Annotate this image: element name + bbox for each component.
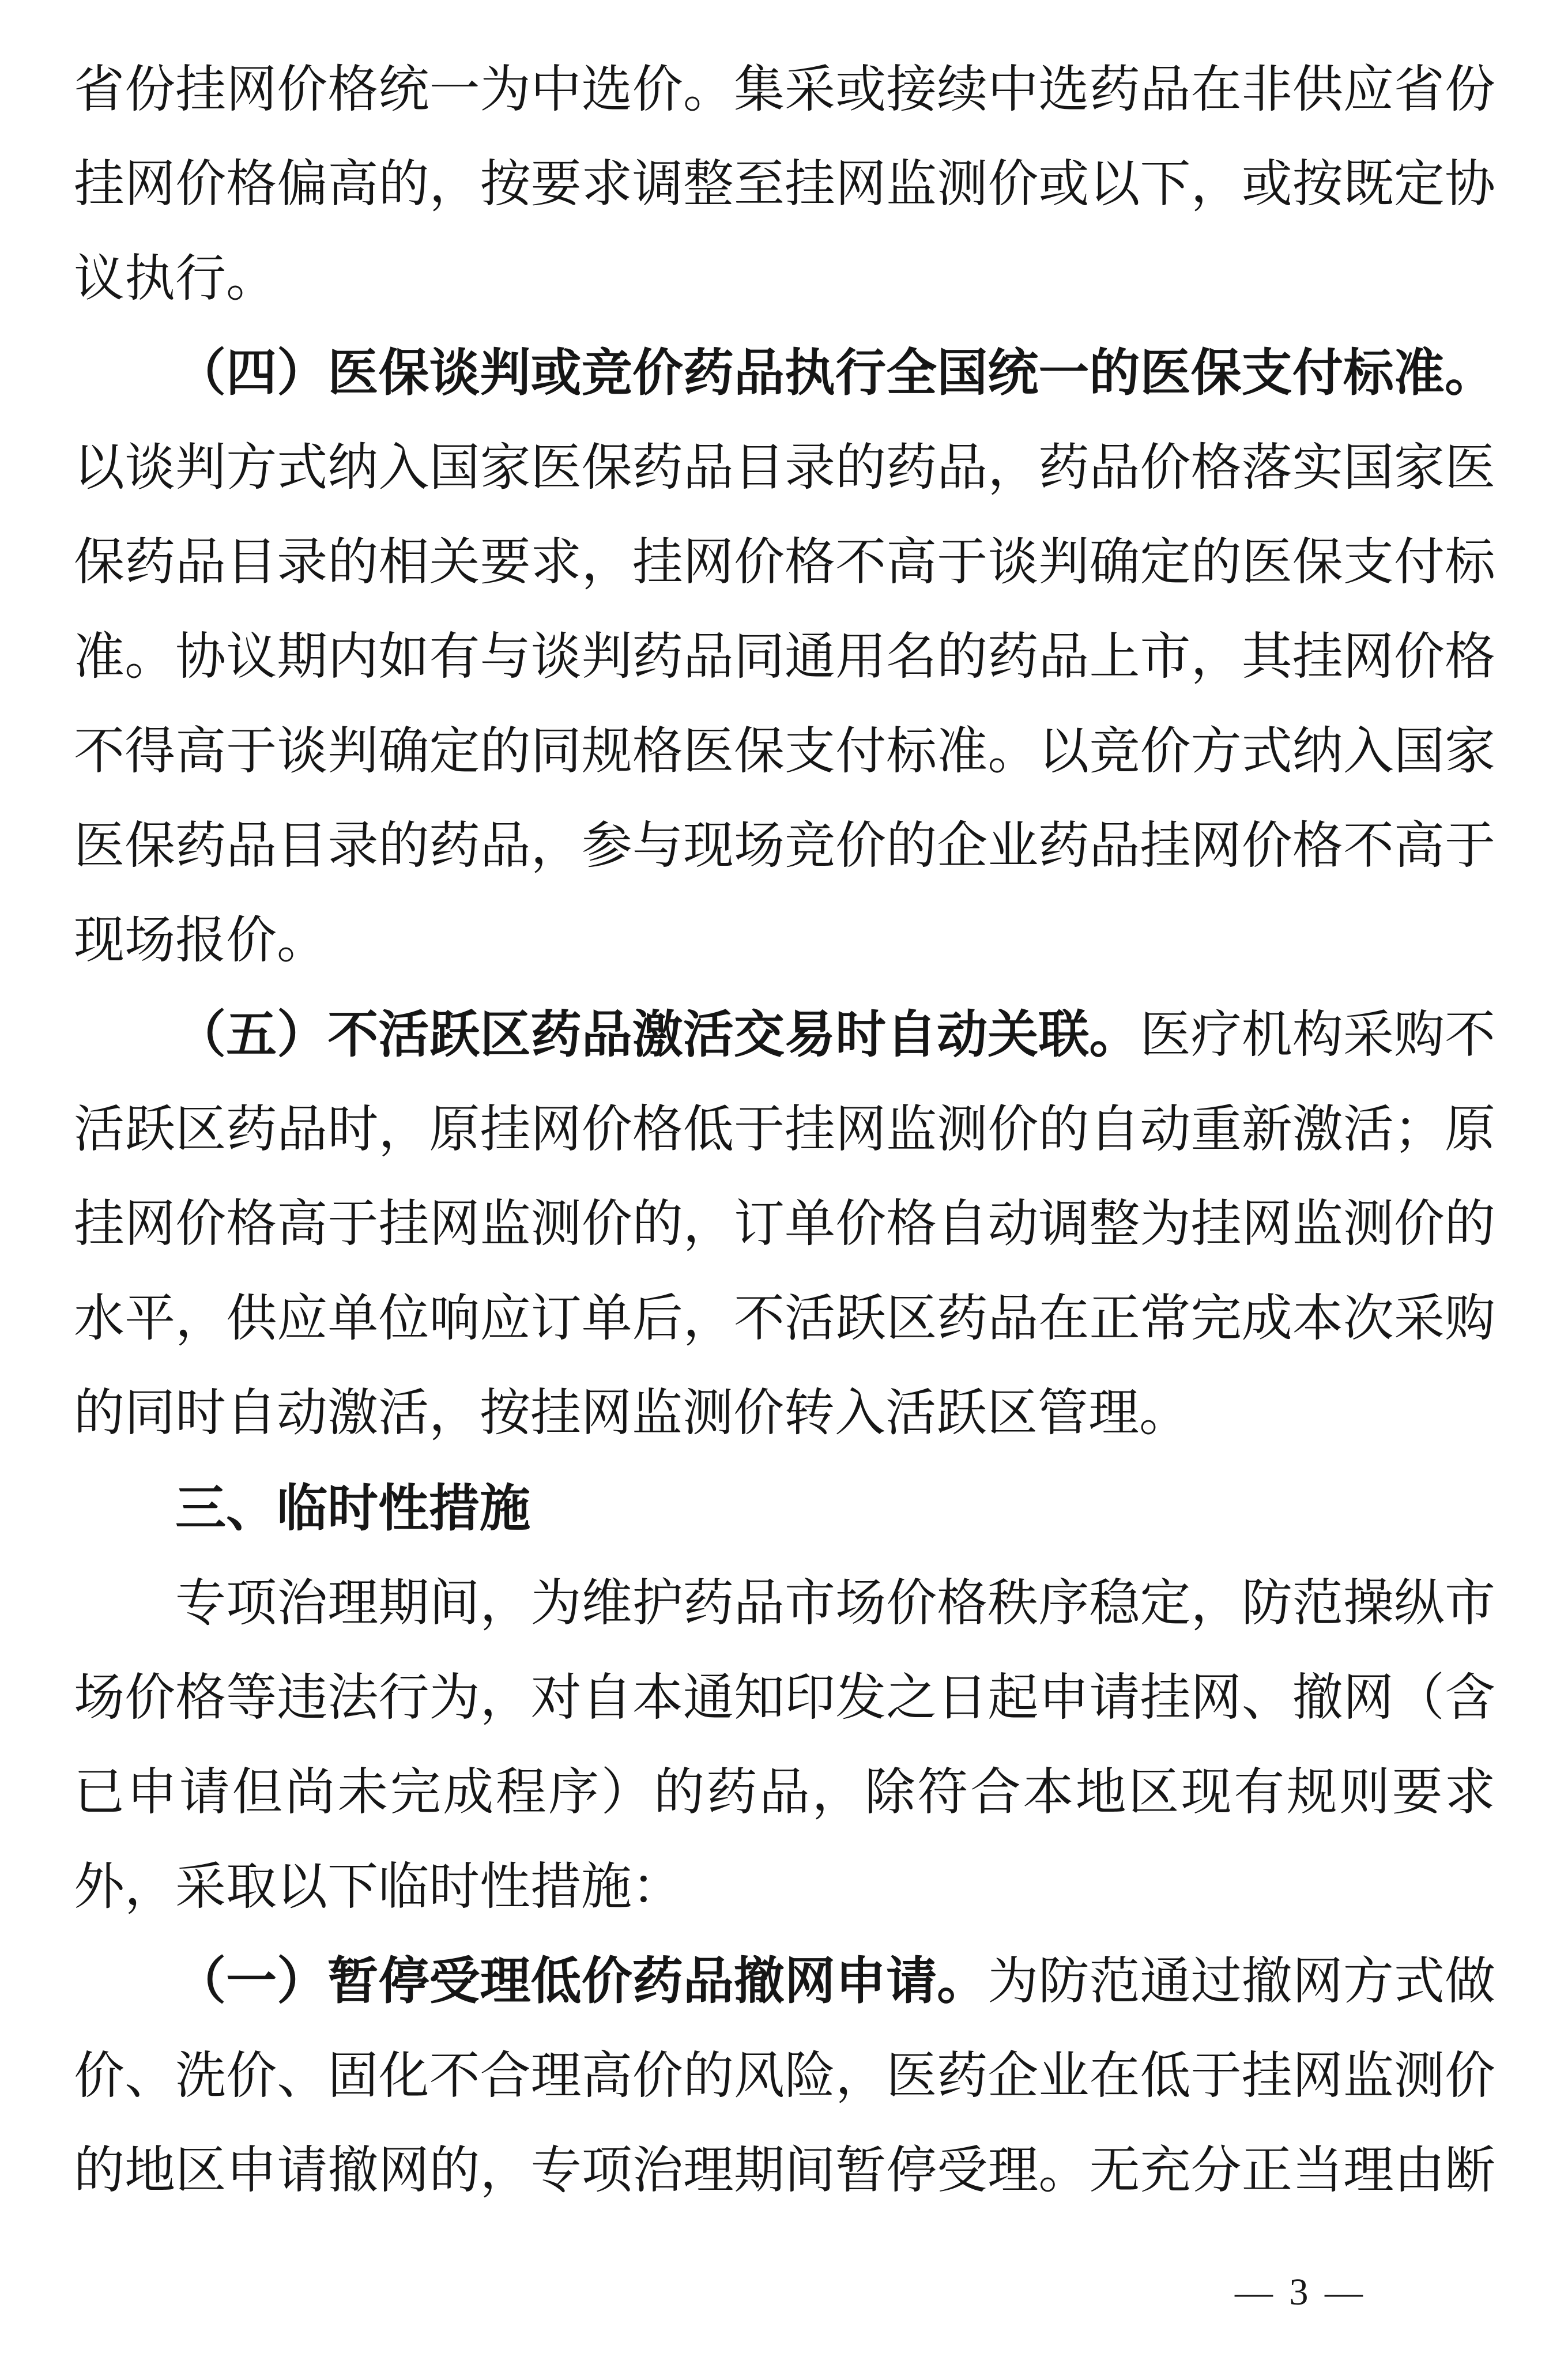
text-line	[74, 1461, 1495, 1557]
text-line	[74, 1840, 1495, 1935]
text-line	[74, 894, 1495, 989]
body-text: 水平，供应单位响应订单后，不活跃区药品在正常完成本次采购	[74, 1291, 1495, 1347]
emphasis-text: （四）医保谈判或竞价药品执行全国统一的医保支付标准。	[175, 346, 1495, 402]
text-line	[74, 421, 1495, 516]
document-body	[74, 43, 1495, 2219]
body-text: 外，采取以下临时性措施：	[74, 1860, 683, 1915]
body-text: 医保药品目录的药品，参与现场竞价的企业药品挂网价格不高于	[74, 819, 1495, 874]
emphasis-text: （一）暂停受理低价药品撤网申请。	[175, 1954, 988, 2010]
body-text: 现场报价。	[74, 913, 328, 969]
text-line	[74, 516, 1495, 610]
body-text: 挂网价格偏高的，按要求调整至挂网监测价或以下，或按既定协	[74, 157, 1495, 213]
emphasis-text: （五）不活跃区药品激活交易时自动关联。	[175, 1008, 1140, 1063]
body-text: 的地区申请撤网的，专项治理期间暂停受理。无充分正当理由断	[74, 2143, 1495, 2199]
text-line	[74, 1367, 1495, 1461]
body-text: 挂网价格高于挂网监测价的，订单价格自动调整为挂网监测价的	[74, 1197, 1495, 1253]
text-line	[74, 327, 1495, 421]
body-text: 以谈判方式纳入国家医保药品目录的药品，药品价格落实国家医	[74, 440, 1495, 496]
text-line	[74, 610, 1495, 705]
body-text: 准。协议期内如有与谈判药品同通用名的药品上市，其挂网价格	[74, 629, 1495, 685]
body-text: 的同时自动激活，按挂网监测价转入活跃区管理。	[74, 1386, 1190, 1442]
text-line	[74, 2124, 1495, 2219]
body-text: 专项治理期间，为维护药品市场价格秩序稳定，防范操纵市	[175, 1576, 1495, 1632]
body-text: 医疗机构采购不	[1140, 1008, 1495, 1063]
body-text: 场价格等违法行为，对自本通知印发之日起申请挂网、撤网（含	[74, 1670, 1495, 1726]
text-line	[74, 1746, 1495, 1840]
text-line	[74, 2030, 1495, 2124]
body-text: 省份挂网价格统一为中选价。集采或接续中选药品在非供应省份	[74, 62, 1495, 118]
text-line	[74, 1651, 1495, 1746]
body-text: 活跃区药品时，原挂网价格低于挂网监测价的自动重新激活；原	[74, 1102, 1495, 1158]
text-line	[74, 989, 1495, 1083]
text-line	[74, 799, 1495, 894]
page-number: — 3 —	[1235, 2271, 1366, 2313]
text-line	[74, 43, 1495, 138]
body-text: 议执行。	[74, 251, 277, 307]
text-line	[74, 138, 1495, 232]
body-text: 保药品目录的相关要求，挂网价格不高于谈判确定的医保支付标	[74, 535, 1495, 591]
text-line	[74, 1935, 1495, 2030]
text-line	[74, 1272, 1495, 1367]
body-text: 已申请但尚未完成程序）的药品，除符合本地区现有规则要求	[74, 1765, 1495, 1821]
text-line	[74, 232, 1495, 327]
text-line	[74, 1178, 1495, 1272]
text-line	[74, 1083, 1495, 1178]
text-line	[74, 1557, 1495, 1651]
body-text: 不得高于谈判确定的同规格医保支付标准。以竞价方式纳入国家	[74, 724, 1495, 780]
body-text: 为防范通过撤网方式做	[987, 1954, 1495, 2010]
body-text: 价、洗价、固化不合理高价的风险，医药企业在低于挂网监测价	[74, 2049, 1495, 2104]
section-heading: 三、临时性措施	[175, 1480, 531, 1537]
text-line	[74, 705, 1495, 799]
